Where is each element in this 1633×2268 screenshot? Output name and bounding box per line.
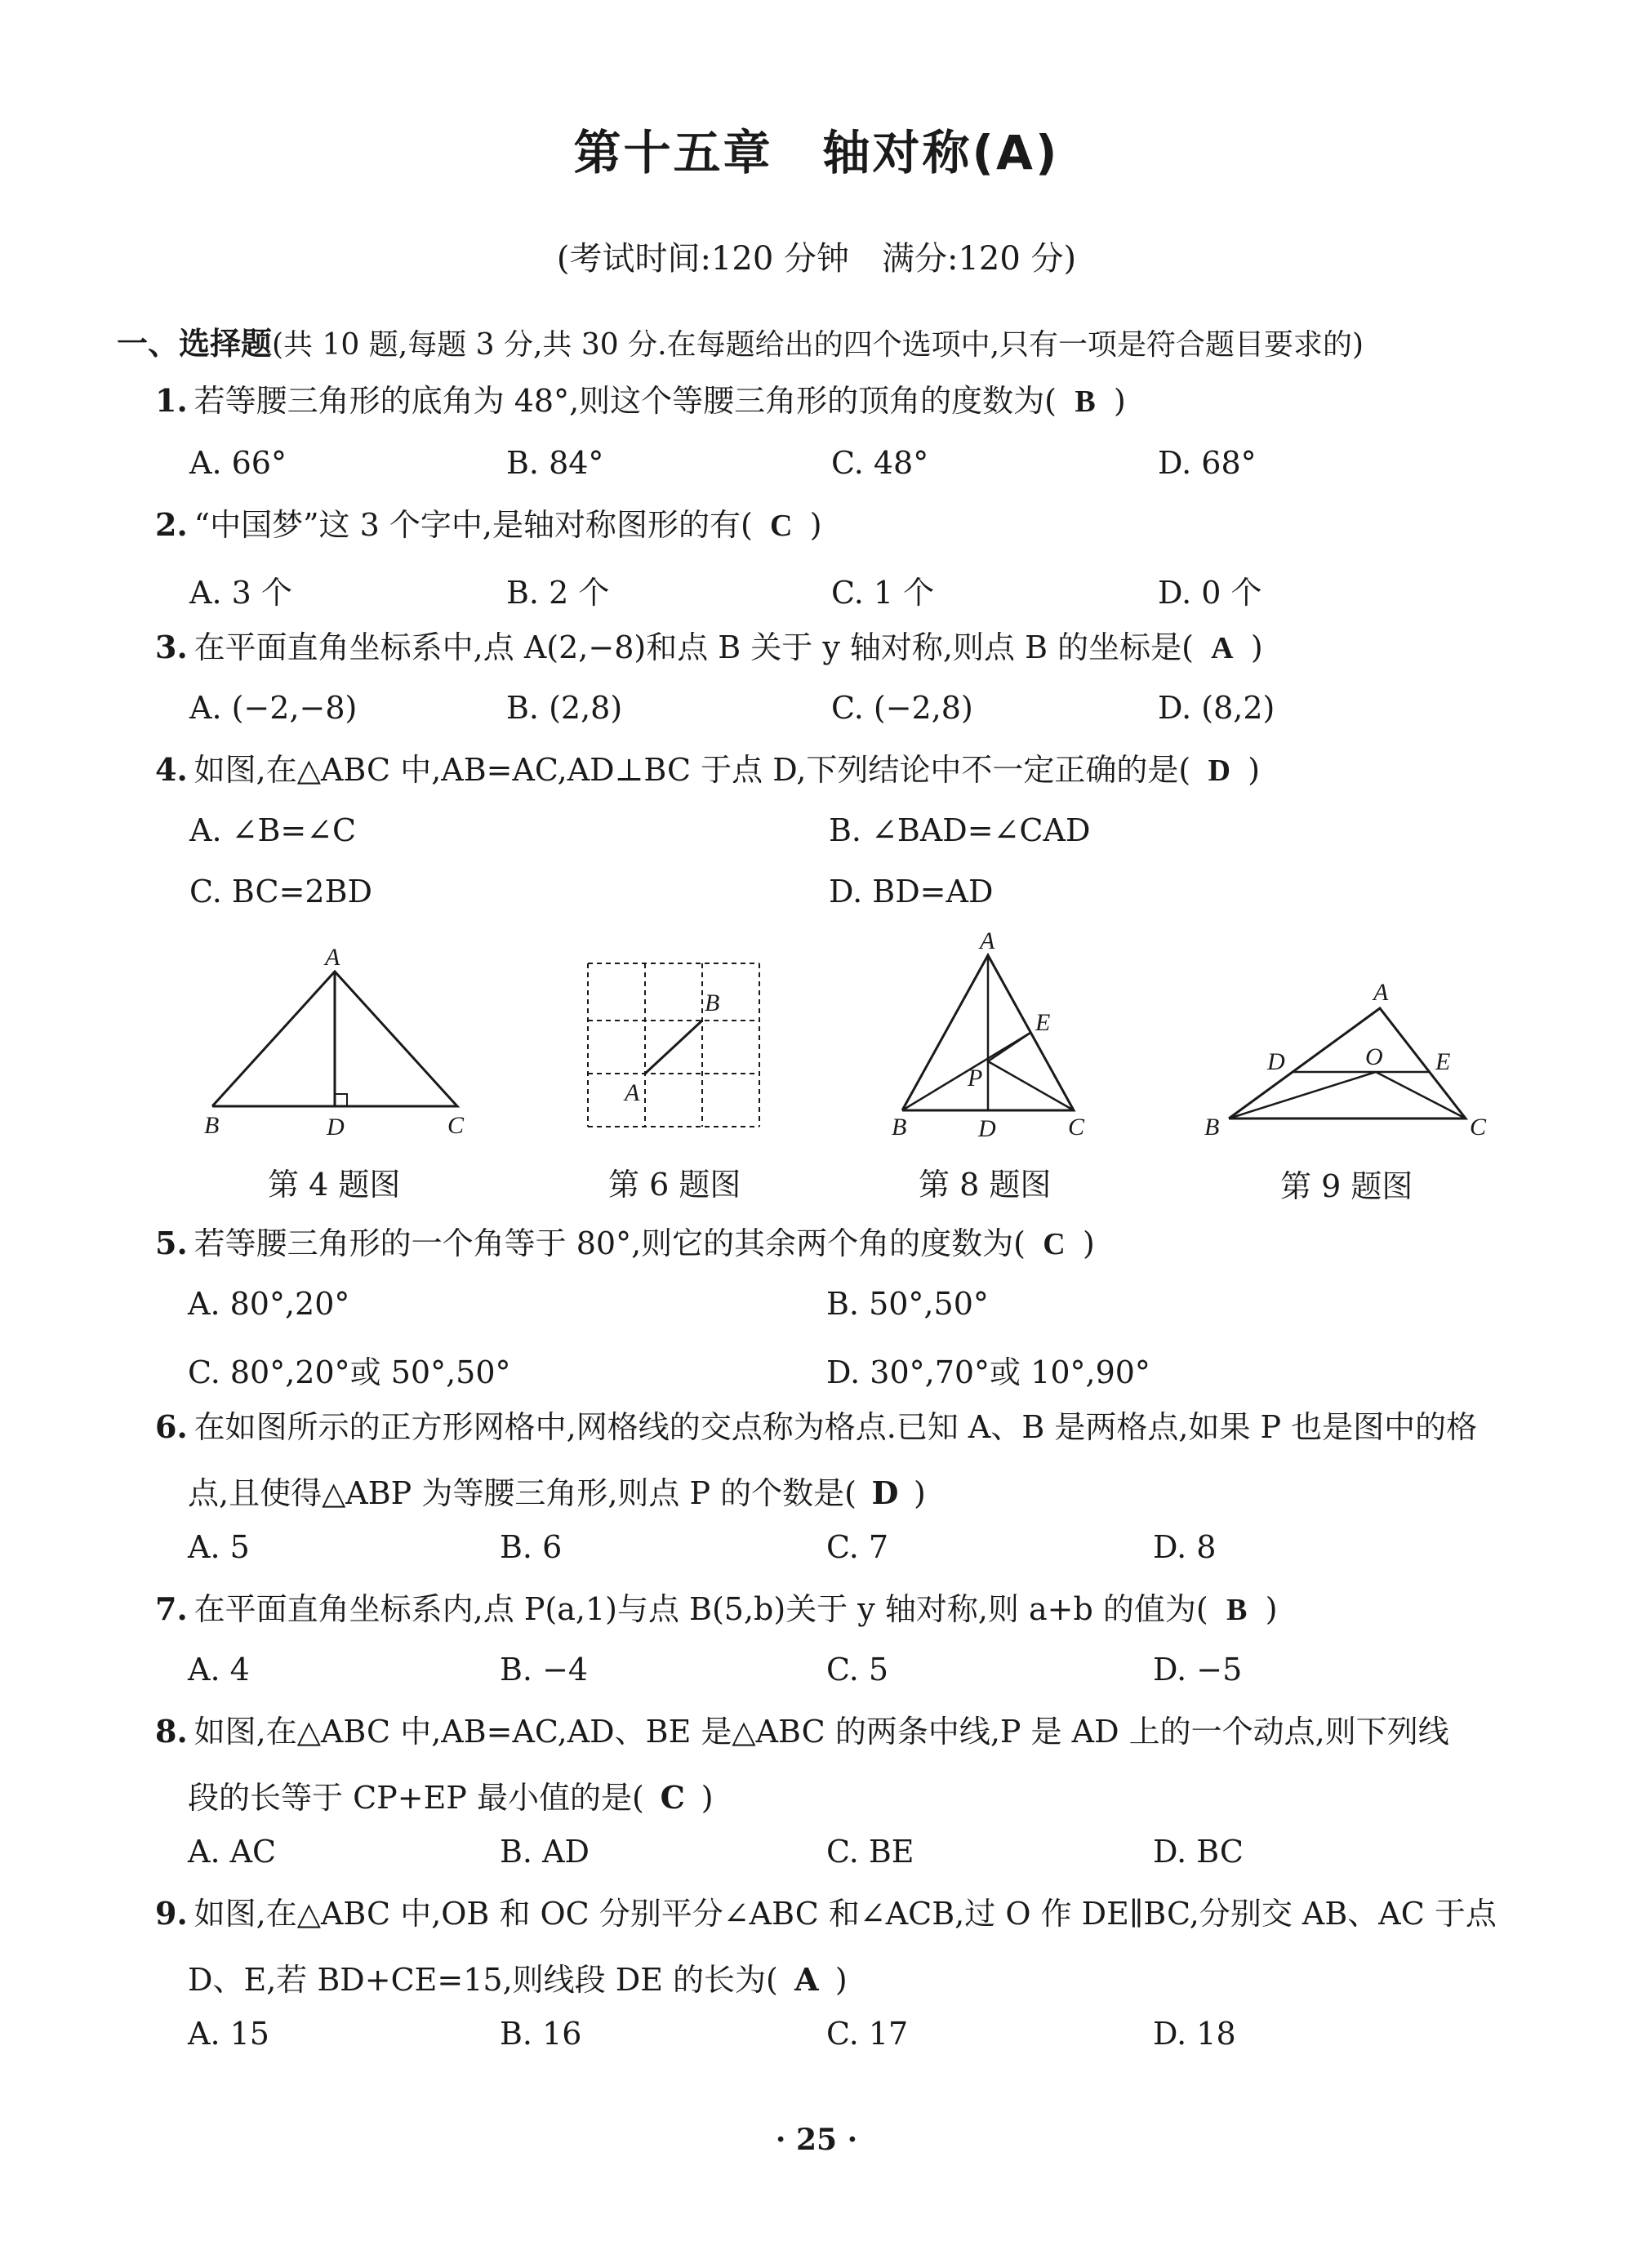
question-number: 8. (155, 1713, 188, 1750)
option-c: C. 17 (826, 2016, 909, 2052)
option-d: D. (8,2) (1158, 690, 1275, 726)
question-close: ) (913, 1475, 926, 1511)
page-title: 第十五章 轴对称(A) (573, 125, 1060, 180)
question-9-continued (188, 1954, 848, 1999)
question-stem: 如图,在△ABC 中,OB 和 OC 分别平分∠ABC 和∠ACB,过 O 作 DE∥BC,分别交 AB、AC 于点 (194, 1896, 1497, 1932)
question-6 (155, 1408, 1477, 1447)
option-b: B. −4 (500, 1652, 589, 1688)
fig4-label-c: C (447, 1112, 465, 1139)
option-b: B. (2,8) (506, 690, 623, 726)
answer: C (660, 1779, 685, 1816)
option-c: C. 7 (826, 1529, 889, 1565)
fig8-label-b: B (892, 1114, 907, 1141)
question-1 (155, 382, 1126, 421)
option-d: D. −5 (1153, 1652, 1243, 1688)
question-number: 4. (155, 751, 188, 788)
option-a: A. 4 (188, 1652, 250, 1688)
question-number: 2. (155, 506, 188, 543)
fig9-label-d: D (1267, 1048, 1285, 1075)
figure-8 (882, 931, 1094, 1143)
option-b: B. 16 (500, 2016, 582, 2052)
answer: B (1226, 1593, 1248, 1627)
option-a: A. 66° (189, 445, 287, 481)
fig9-label-o: O (1365, 1043, 1383, 1070)
option-b: B. 50°,50° (826, 1286, 989, 1322)
fig6-label-b: B (705, 989, 720, 1016)
fig4-label-d: D (327, 1114, 345, 1141)
option-c: C. BC=2BD (189, 874, 372, 909)
answer: D (1208, 754, 1230, 788)
fig8-label-e: E (1035, 1009, 1051, 1036)
fig8-label-a: A (980, 931, 995, 954)
fig9-label-e: E (1435, 1048, 1451, 1075)
option-d: D. 18 (1153, 2016, 1236, 2052)
figure-8-caption: 第 8 题图 (919, 1167, 1052, 1203)
option-a: A. AC (188, 1834, 277, 1870)
answer: A (794, 1961, 819, 1998)
question-3 (155, 629, 1263, 668)
question-number: 7. (155, 1590, 188, 1627)
option-a: A. 15 (188, 2016, 269, 2052)
question-close: ) (1248, 752, 1261, 788)
question-number: 3. (155, 629, 188, 665)
question-2 (155, 506, 822, 545)
option-d: D. BD=AD (829, 874, 994, 909)
option-b: B. ∠BAD=∠CAD (829, 812, 1091, 848)
question-close: ) (1083, 1225, 1095, 1261)
question-stem: 如图,在△ABC 中,AB=AC,AD⊥BC 于点 D,下列结论中不一定正确的是( (194, 752, 1191, 788)
question-stem: 在平面直角坐标系中,点 A(2,−8)和点 B 关于 y 轴对称,则点 B 的坐标是( (194, 629, 1194, 665)
question-stem: 在如图所示的正方形网格中,网格线的交点称为格点.已知 A、B 是两格点,如果 P 也是图中的格 (194, 1409, 1478, 1445)
answer: D (871, 1474, 899, 1511)
option-a: A. 80°,20° (188, 1286, 350, 1322)
option-b: B. 6 (500, 1529, 563, 1565)
fig8-label-c: C (1068, 1114, 1085, 1141)
question-number: 6. (155, 1408, 188, 1445)
answer: B (1075, 385, 1096, 419)
option-c: C. (−2,8) (831, 690, 973, 726)
option-a: A. 3 个 (189, 575, 292, 611)
answer: A (1211, 631, 1234, 665)
fig8-label-d: D (978, 1115, 996, 1142)
option-b: B. 84° (506, 445, 604, 481)
question-number: 1. (155, 382, 188, 419)
section-heading (117, 318, 1364, 363)
question-4 (155, 751, 1260, 790)
option-d: D. 30°,70°或 10°,90° (826, 1354, 1150, 1390)
fig4-label-b: B (204, 1112, 220, 1139)
question-6-continued (188, 1468, 926, 1513)
fig9-label-a: A (1373, 979, 1389, 1006)
page-number: · 25 · (775, 2123, 858, 2157)
answer: C (1043, 1227, 1066, 1261)
fig4-label-a: A (325, 944, 340, 971)
question-7 (155, 1590, 1278, 1630)
option-d: D. 8 (1153, 1529, 1217, 1565)
question-stem: 如图,在△ABC 中,AB=AC,AD、BE 是△ABC 的两条中线,P 是 AD 上的一个动点,则下列线 (194, 1714, 1449, 1750)
figure-9-caption: 第 9 题图 (1280, 1168, 1413, 1204)
question-stem: 在平面直角坐标系内,点 P(a,1)与点 B(5,b)关于 y 轴对称,则 a+b 的值为( (194, 1591, 1208, 1627)
option-d: D. 68° (1158, 445, 1257, 481)
option-c: C. BE (826, 1834, 914, 1870)
answer: C (770, 509, 793, 543)
option-a: A. 5 (188, 1529, 250, 1565)
question-8 (155, 1713, 1449, 1751)
question-stem-cont: D、E,若 BD+CE=15,则线段 DE 的长为( (188, 1962, 778, 1998)
question-9 (155, 1895, 1497, 1933)
figure-6 (576, 955, 772, 1135)
option-b: B. AD (500, 1834, 590, 1870)
section-description: (共 10 题,每题 3 分,共 30 分.在每题给出的四个选项中,只有一项是符合题目要求的) (272, 328, 1364, 362)
question-close: ) (701, 1780, 714, 1816)
question-stem: 若等腰三角形的一个角等于 80°,则它的其余两个角的度数为( (194, 1225, 1026, 1261)
option-c: C. 5 (826, 1652, 889, 1688)
option-a: A. ∠B=∠C (189, 812, 357, 848)
option-b: B. 2 个 (506, 575, 610, 611)
fig8-label-p: P (968, 1065, 983, 1092)
question-number: 5. (155, 1225, 188, 1261)
figure-4-caption: 第 4 题图 (268, 1167, 401, 1203)
option-d: D. BC (1153, 1834, 1244, 1870)
fig9-label-c: C (1470, 1114, 1487, 1141)
question-stem-cont: 点,且使得△ABP 为等腰三角形,则点 P 的个数是( (188, 1475, 857, 1511)
question-close: ) (1250, 629, 1263, 665)
question-close: ) (809, 507, 822, 543)
figure-6-caption: 第 6 题图 (608, 1167, 741, 1203)
option-a: A. (−2,−8) (189, 690, 358, 726)
figure-4 (196, 939, 482, 1151)
figure-9 (1192, 972, 1502, 1143)
fig6-label-a: A (625, 1079, 640, 1106)
question-8-continued (188, 1772, 714, 1817)
option-c: C. 1 个 (831, 575, 935, 611)
option-d: D. 0 个 (1158, 575, 1262, 611)
exam-info: (考试时间:120 分钟 满分:120 分) (556, 240, 1077, 278)
option-c: C. 48° (831, 445, 929, 481)
option-c: C. 80°,20°或 50°,50° (188, 1354, 511, 1390)
section-name: 一、选择题 (117, 326, 273, 362)
question-5 (155, 1225, 1095, 1264)
fig9-label-b: B (1204, 1114, 1220, 1141)
question-stem: 若等腰三角形的底角为 48°,则这个等腰三角形的顶角的度数为( (194, 383, 1057, 419)
question-number: 9. (155, 1895, 188, 1932)
question-stem-cont: 段的长等于 CP+EP 最小值的是( (188, 1780, 644, 1816)
question-close: ) (1114, 383, 1126, 419)
question-stem: “中国梦”这 3 个字中,是轴对称图形的有( (194, 507, 753, 543)
question-close: ) (1265, 1591, 1278, 1627)
question-close: ) (834, 1962, 848, 1998)
